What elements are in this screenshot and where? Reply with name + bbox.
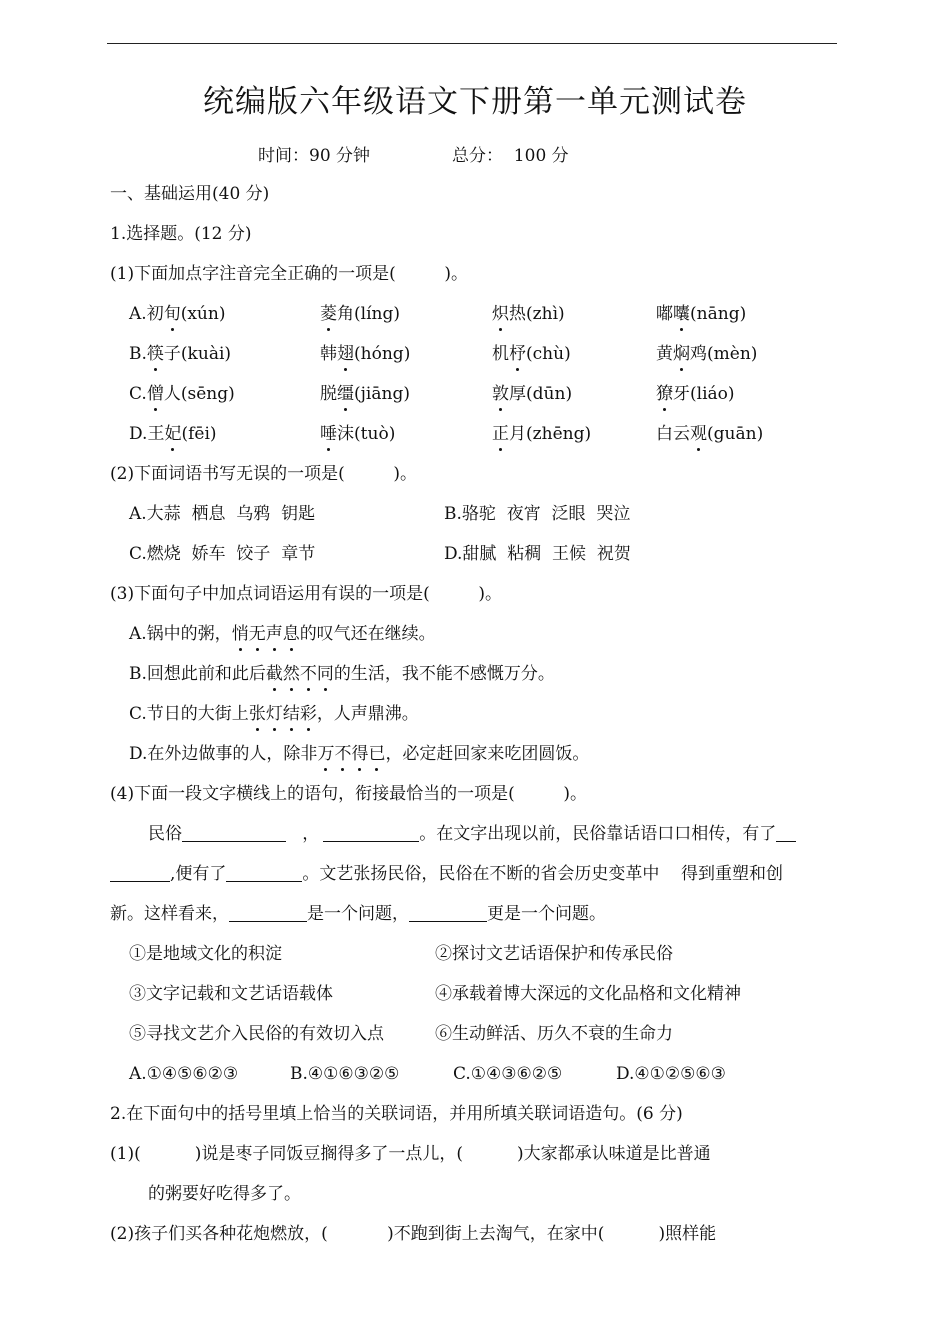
dotted-word: 悄无声息 <box>231 624 300 644</box>
answer-blank[interactable] <box>182 823 286 842</box>
q1-4-option-b: B.④①⑥③②⑤ <box>290 1064 400 1084</box>
q1-1-option-c2: 脱缰(jiāng) <box>320 384 410 404</box>
q1-2-option-d: D.甜腻 粘稠 王候 祝贺 <box>444 544 631 564</box>
q2-1-line1: (1)( )说是枣子同饭豆搁得多了一点儿，( )大家都承认味道是比普通 <box>110 1144 711 1164</box>
q1-3-option-b: B.回想此前和此后截然不同的生活，我不能不感慨万分。 <box>129 664 555 684</box>
q1-1-option-a2: 菱角(líng) <box>320 304 400 324</box>
answer-blank[interactable] <box>226 863 302 882</box>
q1-1-option-d4: 白云观(guān) <box>656 424 764 444</box>
q1-1-option-d1: D.王妃(fēi) <box>129 424 217 444</box>
q1-4-statement-4: ④承载着博大深远的文化品格和文化精神 <box>435 984 741 1004</box>
q1-4-passage-line1: 民俗 ， 。在文字出现以前，民俗靠话语口口相传，有了 <box>148 822 796 846</box>
answer-blank[interactable] <box>110 863 170 882</box>
answer-blank[interactable] <box>323 823 419 842</box>
q1-4-passage-line2: ,便有了 。文艺张扬民俗，民俗在不断的省会历史变革中 得到重塑和创 <box>110 862 783 886</box>
q1-2-option-a: A.大蒜 栖息 乌鸦 钥匙 <box>129 504 316 524</box>
q1-3-option-d: D.在外边做事的人，除非万不得已，必定赶回家来吃团圆饭。 <box>129 744 590 764</box>
q1-3-option-c: C.节日的大街上张灯结彩，人声鼎沸。 <box>129 704 419 724</box>
question-1-title: 1.选择题。(12 分) <box>110 224 252 244</box>
q1-4-passage-line3: 新。这样看来， 是一个问题， 更是一个问题。 <box>110 904 606 924</box>
q1-1-option-a3: 炽热(zhì) <box>492 304 565 324</box>
q1-4-option-d: D.④①②⑤⑥③ <box>616 1064 726 1084</box>
q1-4-option-a: A.①④⑤⑥②③ <box>129 1064 239 1084</box>
q1-1-option-a1: A.初旬(xún) <box>129 304 226 324</box>
q1-2-stem: (2)下面词语书写无误的一项是( )。 <box>110 464 417 484</box>
q1-1-option-d2: 唾沫(tuò) <box>320 424 396 444</box>
q1-1-option-b2: 韩翅(hóng) <box>320 344 411 364</box>
dotted-word: 张灯结彩 <box>248 704 317 724</box>
q2-1-line2: 的粥要好吃得多了。 <box>148 1184 301 1204</box>
dotted-word: 截然不同 <box>265 664 334 684</box>
q1-1-option-c4: 獠牙(liáo) <box>656 384 735 404</box>
answer-blank[interactable] <box>776 823 796 842</box>
q1-4-statement-5: ⑤寻找文艺介入民俗的有效切入点 <box>129 1024 384 1044</box>
top-rule <box>107 43 837 44</box>
q1-2-option-b: B.骆驼 夜宵 泛眼 哭泣 <box>444 504 631 524</box>
q1-4-statement-6: ⑥生动鲜活、历久不衰的生命力 <box>435 1024 673 1044</box>
q1-4-option-c: C.①④③⑥②⑤ <box>453 1064 563 1084</box>
q1-1-option-c3: 敦厚(dūn) <box>492 384 573 404</box>
dotted-word: 万不得已 <box>317 744 386 764</box>
q1-3-stem: (3)下面句子中加点词语运用有误的一项是( )。 <box>110 584 502 604</box>
exam-time: 时间：90 分钟 <box>258 146 371 166</box>
q1-2-option-c: C.燃烧 娇车 饺子 章节 <box>129 544 316 564</box>
exam-score: 总分： 100 分 <box>452 146 569 166</box>
q1-1-stem: (1)下面加点字注音完全正确的一项是( )。 <box>110 264 468 284</box>
q1-1-option-d3: 正月(zhēng) <box>492 424 592 444</box>
answer-blank[interactable] <box>409 903 487 922</box>
section-heading: 一、基础运用(40 分) <box>110 184 270 204</box>
q1-4-stem: (4)下面一段文字横线上的语句，衔接最恰当的一项是( )。 <box>110 784 587 804</box>
q2-2-line1: (2)孩子们买各种花炮燃放，( )不跑到街上去淘气，在家中( )照样能 <box>110 1224 717 1244</box>
q1-4-statement-2: ②探讨文艺话语保护和传承民俗 <box>435 944 673 964</box>
q1-1-option-b4: 黄焖鸡(mèn) <box>656 344 758 364</box>
page-title: 统编版六年级语文下册第一单元测试卷 <box>203 84 747 120</box>
q1-4-statement-1: ①是地域文化的积淀 <box>129 944 282 964</box>
q1-3-option-a: A.锅中的粥，悄无声息的叹气还在继续。 <box>129 624 436 644</box>
q1-1-option-b3: 机杼(chù) <box>492 344 571 364</box>
answer-blank[interactable] <box>229 903 307 922</box>
question-2-title: 2.在下面句中的括号里填上恰当的关联词语，并用所填关联词语造句。(6 分) <box>110 1104 683 1124</box>
q1-4-statement-3: ③文字记载和文艺话语载体 <box>129 984 333 1004</box>
q1-1-option-c1: C.僧人(sēng) <box>129 384 235 404</box>
q1-1-option-a4: 嘟囔(nāng) <box>656 304 747 324</box>
q1-1-option-b1: B.筷子(kuài) <box>129 344 232 364</box>
